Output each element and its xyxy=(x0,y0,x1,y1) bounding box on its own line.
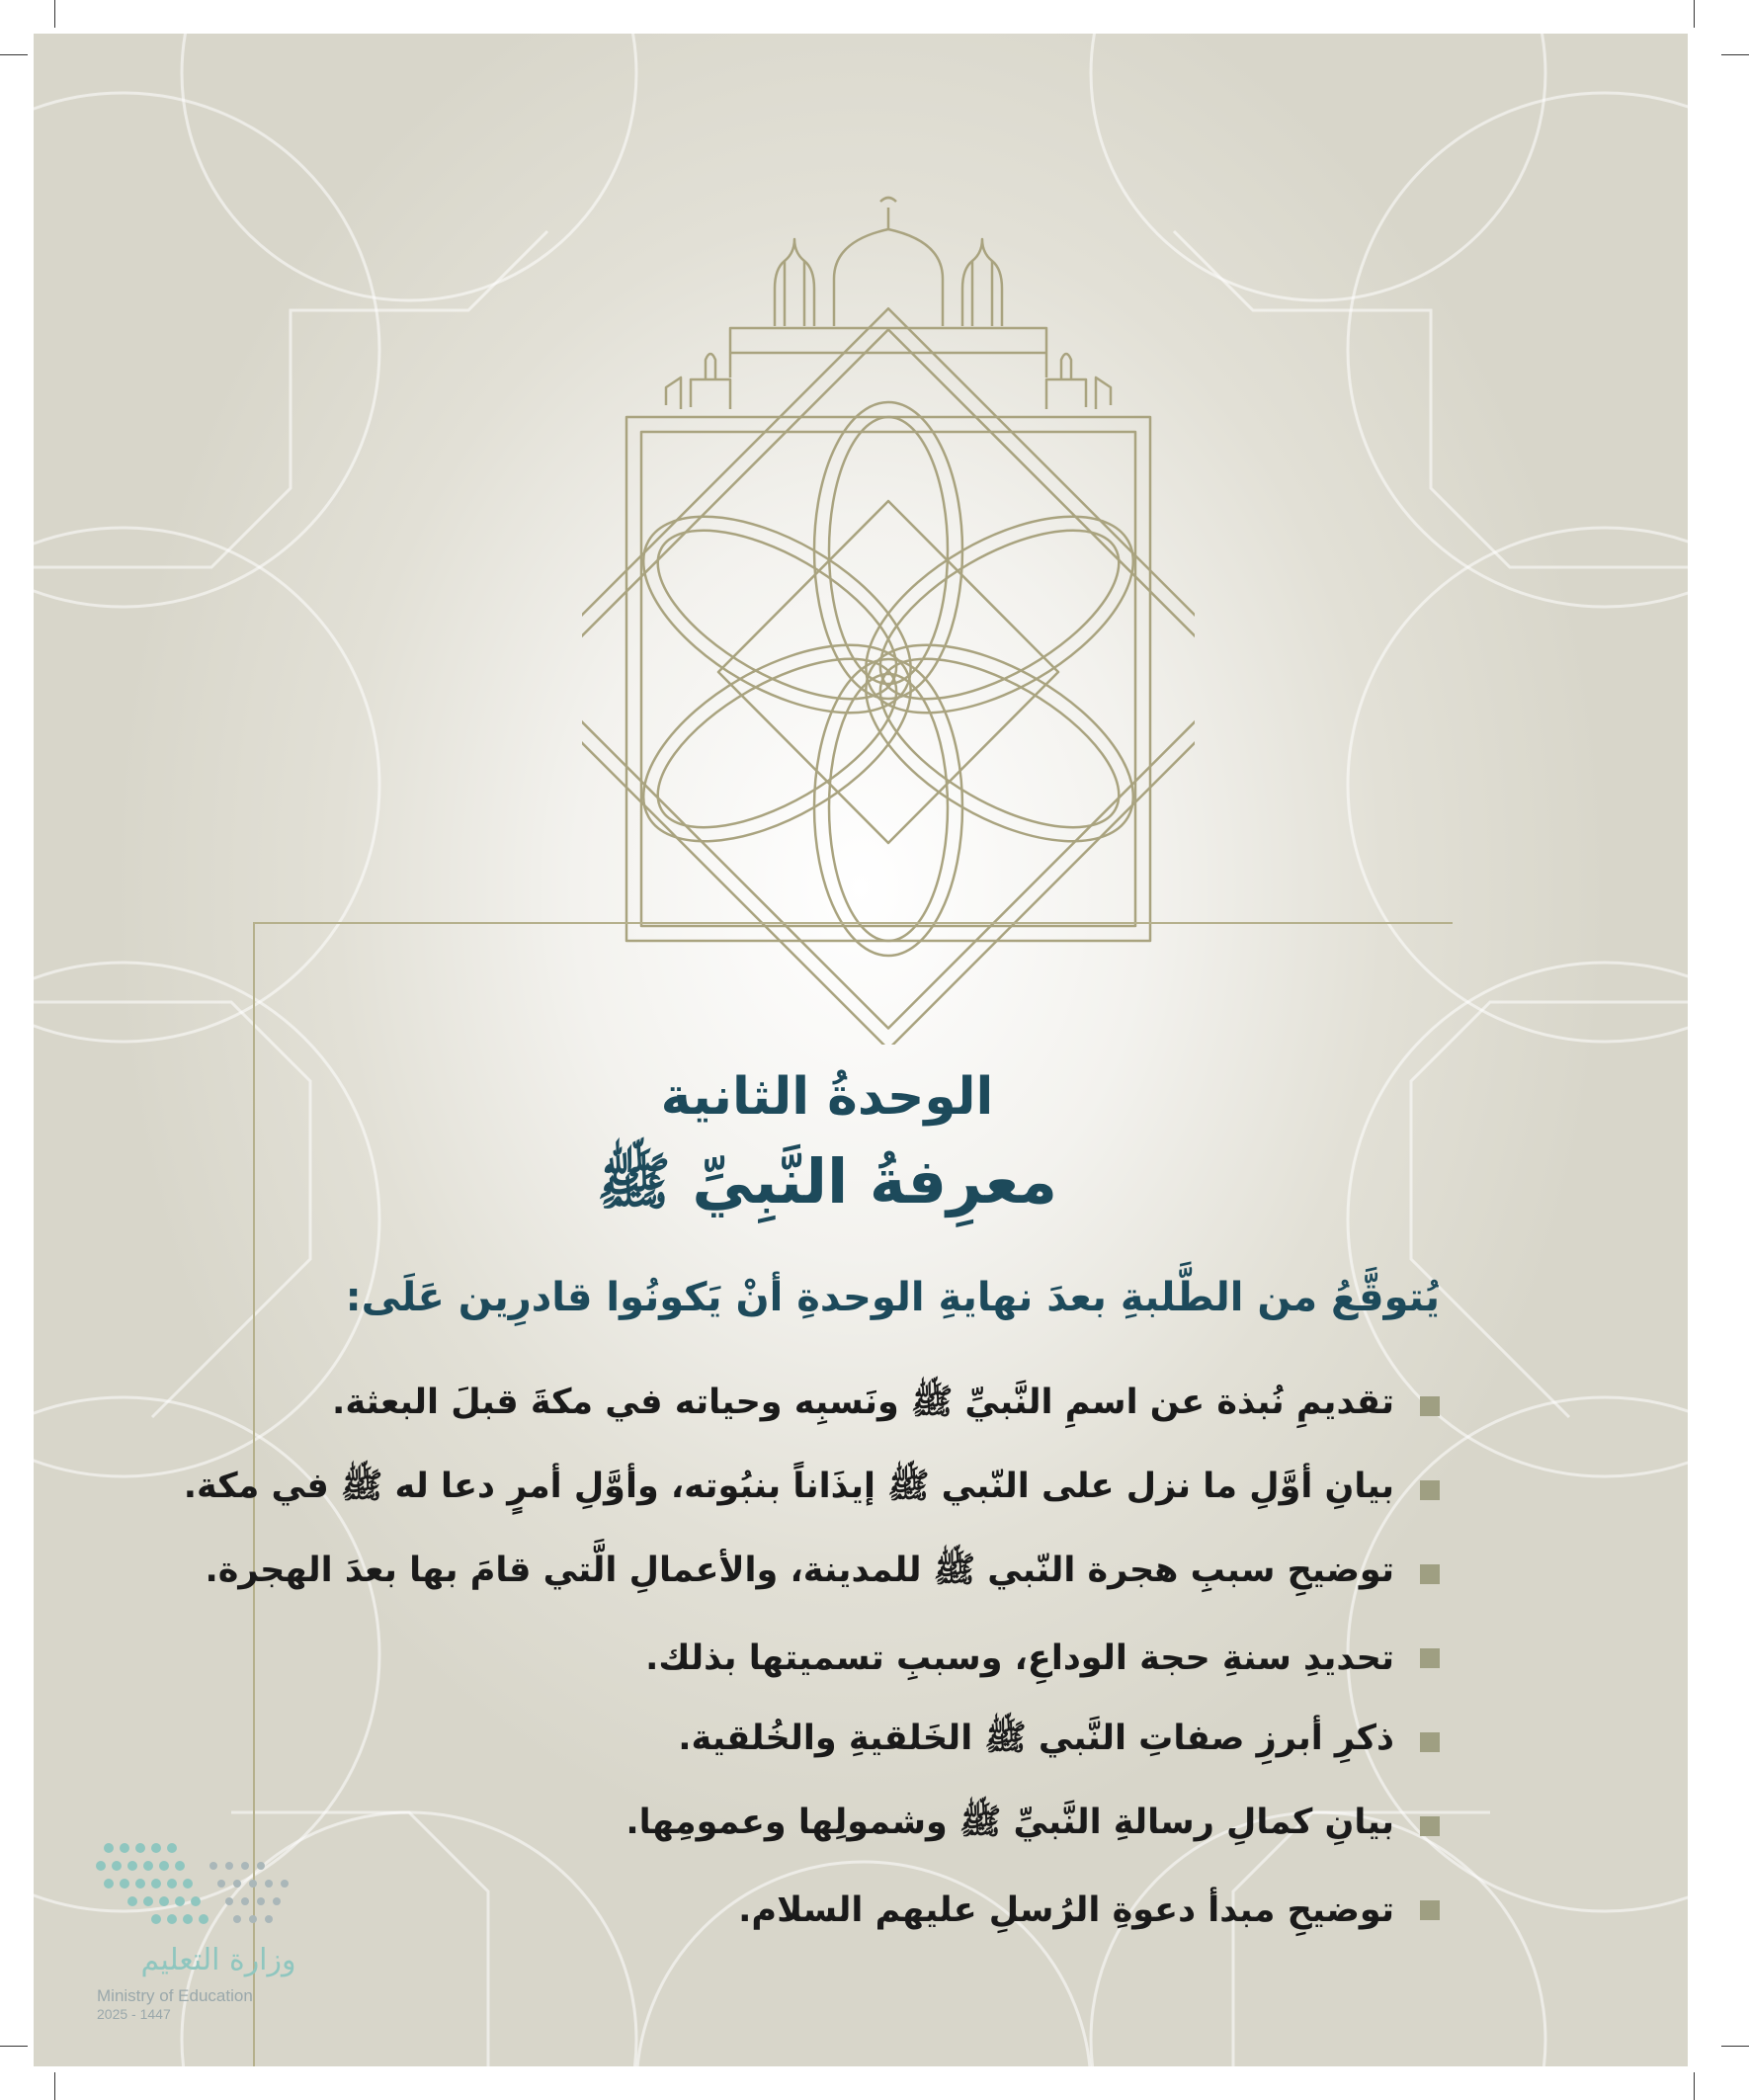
objective-text: بيانِ أوَّلِ ما نزل على النّبي ﷺ إيذَاناً بنبُوته، وأوَّلِ أمرٍ دعا له ﷺ في مكة. xyxy=(183,1467,1394,1506)
objective-item xyxy=(303,1868,1440,1952)
objective-text: بيانِ كمالِ رسالةِ النَّبيِّ ﷺ وشمولِها وعمومِها. xyxy=(625,1803,1394,1842)
square-bullet-icon xyxy=(1420,1396,1440,1416)
crop-mark xyxy=(1721,2046,1749,2047)
unit-title: الوحدةُ الثانية xyxy=(660,1067,994,1127)
objective-item xyxy=(303,1700,1440,1784)
mosque-rosette-emblem xyxy=(582,150,1195,1045)
objective-text: تقديمِ نُبذة عن اسمِ النَّبيِّ ﷺ ونَسبِه وحياته في مكةَ قبلَ البعثة. xyxy=(332,1383,1394,1422)
square-bullet-icon xyxy=(1420,1480,1440,1500)
dots-logo-icon xyxy=(89,1836,296,1940)
objective-item xyxy=(303,1616,1440,1700)
crop-mark xyxy=(0,54,28,55)
crop-mark xyxy=(0,2046,28,2047)
unit-subtitle: معرِفةُ النَّبِيِّ ﷺ xyxy=(596,1145,1058,1218)
crop-mark xyxy=(54,2072,55,2100)
objective-text: توضيحِ سببِ هجرة النّبي ﷺ للمدينة، والأعمالِ الَّتي قامَ بها بعدَ الهجرة. xyxy=(205,1551,1394,1590)
square-bullet-icon xyxy=(1420,1648,1440,1668)
objective-text: تحديدِ سنةِ حجة الوداعِ، وسببِ تسميتها بذلك. xyxy=(645,1638,1394,1678)
square-bullet-icon xyxy=(1420,1900,1440,1920)
objective-item xyxy=(303,1784,1440,1868)
edition-year: 2025 - 1447 xyxy=(97,2006,171,2022)
square-bullet-icon xyxy=(1420,1816,1440,1836)
crop-mark xyxy=(1694,2072,1695,2100)
square-bullet-icon xyxy=(1420,1564,1440,1584)
crop-mark xyxy=(54,0,55,28)
crop-mark xyxy=(1721,54,1749,55)
ministry-name-english: Ministry of Education xyxy=(97,1986,253,2005)
objective-text: توضيحِ مبدأ دعوةِ الرُسلِ عليهم السلام. xyxy=(738,1890,1394,1930)
learning-objectives-list xyxy=(183,1364,1440,1952)
objective-text: ذكرِ أبرزِ صفاتِ النَّبي ﷺ الخَلقيةِ والخُلقية. xyxy=(678,1719,1394,1758)
objective-item xyxy=(205,1532,1440,1616)
ministry-logo xyxy=(59,1836,316,2024)
objective-item xyxy=(303,1364,1440,1448)
crop-mark xyxy=(1694,0,1695,28)
ministry-name-arabic: وزارة التعليم xyxy=(140,1943,296,1977)
objective-item xyxy=(183,1448,1440,1532)
square-bullet-icon xyxy=(1420,1732,1440,1752)
learning-objectives-intro: يُتوقَّعُ من الطَّلبةِ بعدَ نهايةِ الوحدةِ أنْ يَكونُوا قادرِين عَلَى: xyxy=(345,1275,1440,1320)
